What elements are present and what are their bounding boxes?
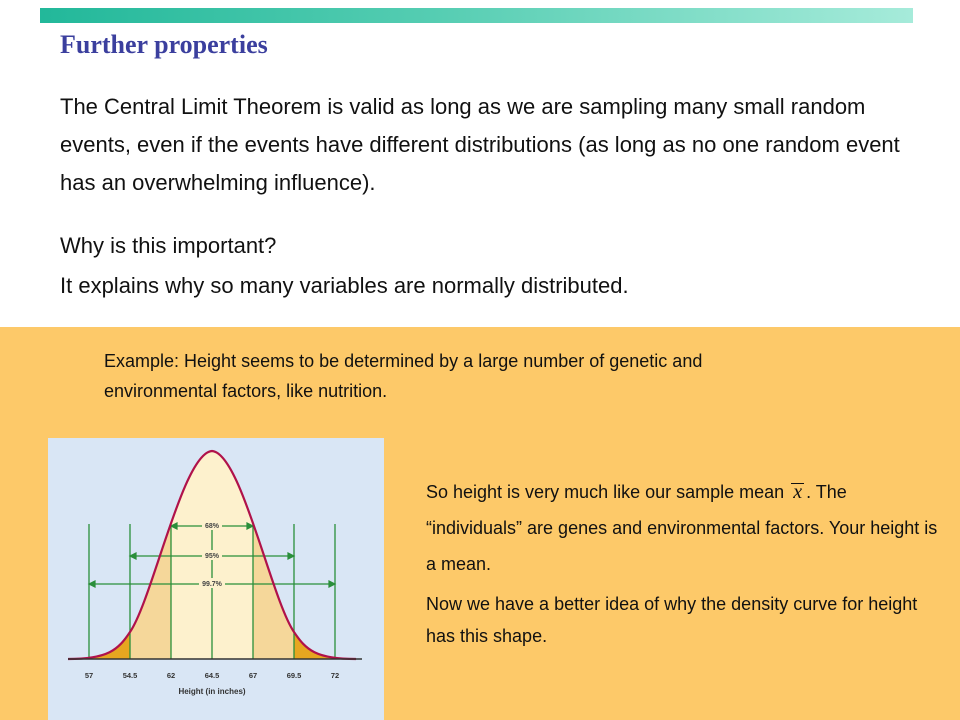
rt1-before: So height is very much like our sample mean (426, 482, 785, 502)
band-label-68: 68% (204, 523, 220, 530)
band-label-99-7: 99.7% (202, 581, 222, 588)
example-text: Example: Height seems to be determined by a large number of genetic and environmental factors, like nutrition. (104, 351, 703, 401)
clt-paragraph: The Central Limit Theorem is valid as long as we are sampling many small random events, even if the events have different distributions (as long as no one random event has an overwhelming influence). (60, 94, 900, 195)
slide-title: Further properties (60, 30, 268, 59)
x-bar-symbol: x (793, 481, 803, 503)
height-sample-mean-text (426, 474, 946, 582)
tick-label-67: 67 (248, 671, 258, 680)
x-axis-label: Height (in inches) (178, 687, 246, 696)
tick-label-69-5: 69.5 (286, 671, 302, 680)
density-curve-text: Now we have a better idea of why the density curve for height has this shape. (426, 594, 918, 646)
tick-label-54-5: 54.5 (122, 671, 138, 680)
question-text: Why is this important? (60, 233, 277, 258)
rt1-after: . The “individuals” are genes and environmental factors. Your height is a mean. (426, 482, 938, 574)
tick-label-62: 62 (166, 671, 176, 680)
tick-label-72: 72 (330, 671, 340, 680)
tick-label-57: 57 (84, 671, 94, 680)
band-label-95: 95% (204, 553, 220, 560)
normal-curve-svg (48, 438, 384, 720)
answer-text: It explains why so many variables are normally distributed. (60, 273, 629, 298)
normal-curve-figure (48, 438, 384, 720)
tick-label-64-5: 64.5 (204, 671, 220, 680)
title-accent-bar (40, 8, 913, 23)
